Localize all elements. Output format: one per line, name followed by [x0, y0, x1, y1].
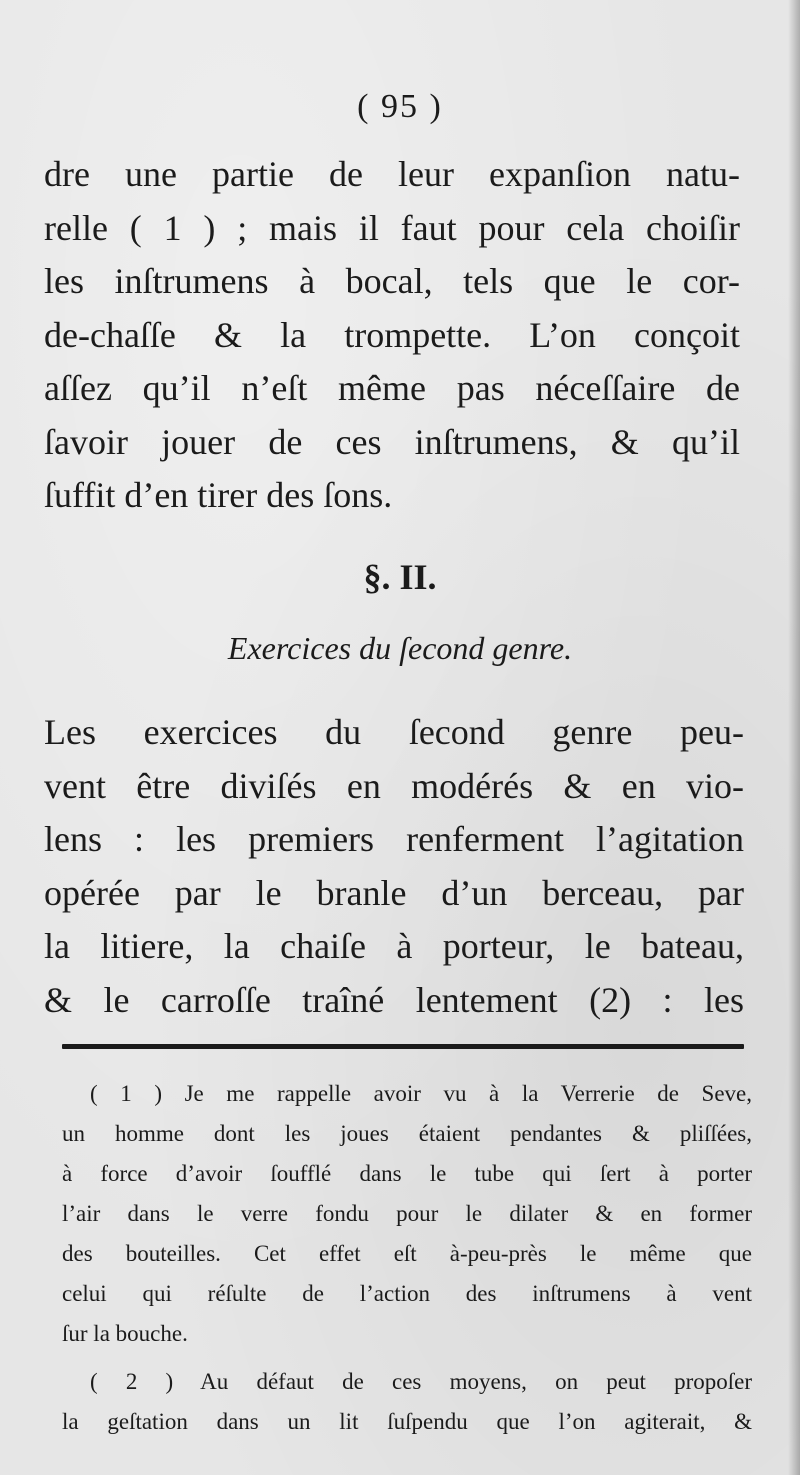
- footnote-2: [62, 1362, 752, 1442]
- page-number: ( 95 ): [357, 88, 443, 125]
- text-line: ſuffit d’en tirer des ſons.: [44, 475, 393, 515]
- text-line: la litiere, la chaiſe à porteur, le bateau,: [44, 926, 744, 966]
- text-line: lens : les premiers renferment l’agitation: [44, 819, 744, 859]
- footnote-line: des bouteilles. Cet effet eſt à-peu-près le même que: [62, 1241, 752, 1266]
- section-subtitle: Exercices du ſecond genre.: [227, 630, 573, 666]
- text-line: aſſez qu’il n’eſt même pas néceſſaire de: [44, 368, 740, 408]
- footnote-line: ſur la bouche.: [62, 1321, 188, 1346]
- text-line: les inſtrumens à bocal, tels que le cor-: [44, 261, 740, 301]
- footnote-line: l’air dans le verre fondu pour le dilater & en former: [62, 1201, 752, 1226]
- footnote-rule: [62, 1044, 744, 1049]
- text-line: vent être diviſés en modérés & en vio-: [44, 765, 744, 806]
- footnote-line: un homme dont les joues étaient pendantes & pliſſées,: [62, 1121, 752, 1146]
- footnote-line: à force d’avoir ſoufflé dans le tube qui ſert à porter: [62, 1161, 752, 1186]
- footnotes: [62, 1074, 752, 1442]
- text-line: ſavoir jouer de ces inſtrumens, & qu’il: [44, 421, 740, 462]
- text-line: & le carroſſe traîné lentement (2) : les: [44, 979, 744, 1020]
- section-heading: §. II.: [363, 557, 437, 597]
- text-line: dre une partie de leur expanſion natu-: [44, 154, 740, 194]
- text-line: de-chaſſe & la trompette. L’on conçoit: [44, 314, 740, 355]
- footnote-1: [62, 1074, 752, 1354]
- text-line: relle ( 1 ) ; mais il faut pour cela choiſir: [44, 207, 740, 248]
- footnote-line: la geſtation dans un lit ſuſpendu que l’on agiterait, &: [62, 1409, 752, 1434]
- text-line: Les exercices du ſecond genre peu-: [44, 712, 744, 752]
- footnote-line: ( 1 ) Je me rappelle avoir vu à la Verrerie de Seve,: [90, 1081, 752, 1106]
- paragraph-second-genre: [44, 706, 744, 1027]
- paragraph-continued: [44, 148, 740, 523]
- footnote-line: celui qui réſulte de l’action des inſtrumens à vent: [62, 1281, 752, 1306]
- footnote-spacer: [62, 1354, 752, 1362]
- text-line: opérée par le branle d’un berceau, par: [44, 872, 744, 913]
- footnote-line: ( 2 ) Au défaut de ces moyens, on peut propoſer: [90, 1369, 752, 1394]
